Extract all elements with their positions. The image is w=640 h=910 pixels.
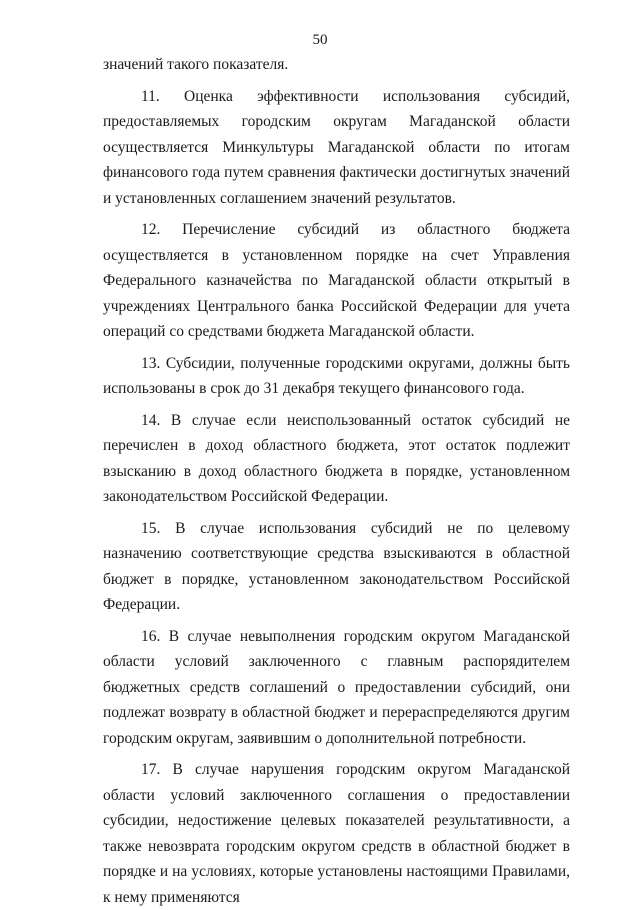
- paragraph-17: 17. В случае нарушения городским округом Магаданской области условий заключенного соглашения о предоставлении субсидии, недостижение целевых показателей результативности, а также невозврата городским округом средств в областной бюджет в порядке и на условиях, которые установлены настоящими Правилами, к нему применяются: [103, 761, 570, 906]
- paragraph-13: 13. Субсидии, полученные городскими округами, должны быть использованы в срок до 31 декабря текущего финансового года.: [103, 354, 570, 397]
- paragraph-continuation: значений такого показателя.: [103, 56, 289, 73]
- paragraph-14: 14. В случае если неиспользованный остаток субсидий не перечислен в доход областного бюджета, этот остаток подлежит взысканию в доход областного бюджета в порядке, установленном законодательством Российской Федерации.: [103, 411, 570, 505]
- paragraph-16: 16. В случае невыполнения городским округом Магаданской области условий заключенного с главным распорядителем бюджетных средств соглашений о предоставлении субсидий, они подлежат возврату в областной бюджет и перераспределяются другим городским округам, заявившим о дополнительной потребности.: [103, 627, 570, 747]
- document-body: [103, 52, 570, 910]
- paragraph-15: 15. В случае использования субсидий не по целевому назначению соответствующие средства взыскиваются в областной бюджет в порядке, установленном законодательством Российской Федерации.: [103, 519, 570, 613]
- paragraph-11: 11. Оценка эффективности использования субсидий, предоставляемых городским округам Магаданской области осуществляется Минкультуры Магаданской области по итогам финансового года путем сравнения фактически достигнутых значений и установленных соглашением значений результатов.: [103, 87, 570, 207]
- paragraph-12: 12. Перечисление субсидий из областного бюджета осуществляется в установленном порядке на счет Управления Федерального казначейства по Магаданской области открытый в учреждениях Центрального банка Российской Федерации для учета операций со средствами бюджета Магаданской области.: [103, 221, 570, 340]
- page-number: 50: [312, 32, 328, 48]
